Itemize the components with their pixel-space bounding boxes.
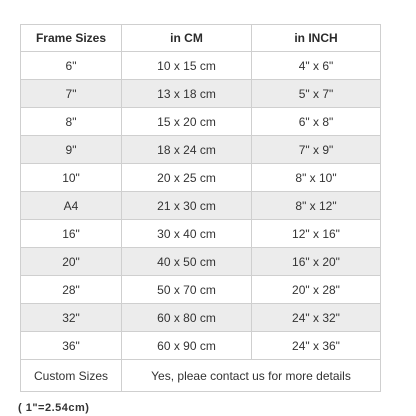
cm-size-cell: 40 x 50 cm xyxy=(122,248,252,276)
custom-sizes-label: Custom Sizes xyxy=(21,360,122,392)
frame-size-cell: 10" xyxy=(21,164,122,192)
table-row xyxy=(21,52,381,80)
cm-size-cell: 21 x 30 cm xyxy=(122,192,252,220)
table-header-row xyxy=(21,25,381,52)
frame-size-cell: 32" xyxy=(21,304,122,332)
custom-sizes-row xyxy=(21,360,381,392)
frame-size-cell: 7" xyxy=(21,80,122,108)
cm-size-cell: 15 x 20 cm xyxy=(122,108,252,136)
custom-sizes-note: Yes, pleae contact us for more details xyxy=(122,360,381,392)
table-row xyxy=(21,304,381,332)
inch-size-cell: 4" x 6" xyxy=(252,52,381,80)
inch-size-cell: 20" x 28" xyxy=(252,276,381,304)
frame-size-table xyxy=(20,24,381,392)
inch-size-cell: 24" x 36" xyxy=(252,332,381,360)
size-table-container xyxy=(20,24,380,392)
cm-size-cell: 60 x 90 cm xyxy=(122,332,252,360)
frame-size-cell: 8" xyxy=(21,108,122,136)
cm-size-cell: 60 x 80 cm xyxy=(122,304,252,332)
table-row xyxy=(21,108,381,136)
inch-size-cell: 7" x 9" xyxy=(252,136,381,164)
table-row xyxy=(21,248,381,276)
inch-size-cell: 12" x 16" xyxy=(252,220,381,248)
frame-size-cell: 16" xyxy=(21,220,122,248)
inch-size-cell: 5" x 7" xyxy=(252,80,381,108)
inch-size-cell: 24" x 32" xyxy=(252,304,381,332)
table-row xyxy=(21,192,381,220)
table-row xyxy=(21,332,381,360)
table-row xyxy=(21,220,381,248)
inch-size-cell: 16" x 20" xyxy=(252,248,381,276)
table-row xyxy=(21,164,381,192)
frame-size-cell: 9" xyxy=(21,136,122,164)
frame-size-cell: 20" xyxy=(21,248,122,276)
cm-size-cell: 10 x 15 cm xyxy=(122,52,252,80)
header-in-cm: in CM xyxy=(122,25,252,52)
cm-size-cell: 18 x 24 cm xyxy=(122,136,252,164)
frame-size-cell: A4 xyxy=(21,192,122,220)
cm-size-cell: 50 x 70 cm xyxy=(122,276,252,304)
table-row xyxy=(21,80,381,108)
inch-size-cell: 8" x 12" xyxy=(252,192,381,220)
inch-size-cell: 6" x 8" xyxy=(252,108,381,136)
inch-conversion-note: ( 1"=2.54cm) xyxy=(18,402,90,414)
frame-size-cell: 6" xyxy=(21,52,122,80)
inch-size-cell: 8" x 10" xyxy=(252,164,381,192)
frame-size-cell: 36" xyxy=(21,332,122,360)
header-in-inch: in INCH xyxy=(252,25,381,52)
cm-size-cell: 20 x 25 cm xyxy=(122,164,252,192)
header-frame-sizes: Frame Sizes xyxy=(21,25,122,52)
table-row xyxy=(21,136,381,164)
cm-size-cell: 30 x 40 cm xyxy=(122,220,252,248)
frame-size-cell: 28" xyxy=(21,276,122,304)
cm-size-cell: 13 x 18 cm xyxy=(122,80,252,108)
table-row xyxy=(21,276,381,304)
